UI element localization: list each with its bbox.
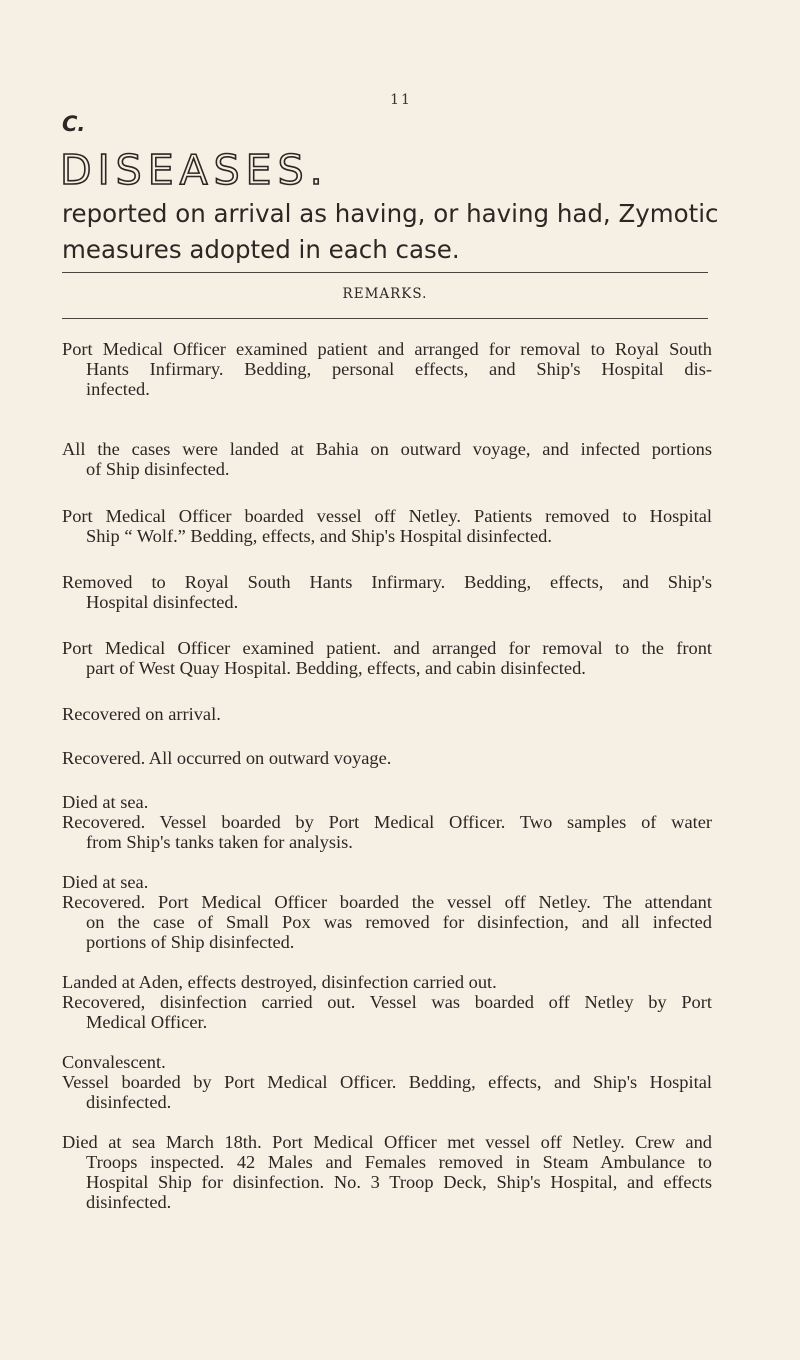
header-rule-bottom [62, 318, 708, 319]
remark-line: portions of Ship disinfected. [86, 932, 295, 952]
remark-line: Landed at Aden, effects destroyed, disinfection carried out. [62, 972, 497, 992]
remark-line: Died at sea March 18th. Port Medical Officer met vessel off Netley. Crew and [62, 1132, 712, 1152]
remark-line: of Ship disinfected. [86, 459, 230, 479]
remark-line: infected. [86, 379, 150, 399]
page-heading: DISEASES. [60, 146, 329, 194]
header-rule-top [62, 272, 708, 273]
remark-paragraph [62, 439, 712, 479]
remarks-column-header: REMARKS. [342, 286, 428, 302]
remark-line: on the case of Small Pox was removed for disinfection, and all infected [86, 912, 712, 932]
remark-line: Hospital disinfected. [86, 592, 239, 612]
remark-line: Removed to Royal South Hants Infirmary. Bedding, effects, and Ship's [62, 572, 712, 592]
remark-line: Hospital Ship for disinfection. No. 3 Troop Deck, Ship's Hospital, and effects [86, 1172, 712, 1192]
remark-paragraph [62, 638, 712, 678]
remark-paragraph [62, 872, 712, 952]
remark-line: Vessel boarded by Port Medical Officer. Bedding, effects, and Ship's Hospital [62, 1072, 712, 1092]
remark-line: Port Medical Officer boarded vessel off Netley. Patients removed to Hospital [62, 506, 712, 526]
remark-line: part of West Quay Hospital. Bedding, effects, and cabin disinfected. [86, 658, 586, 678]
remark-line: Hants Infirmary. Bedding, personal effects, and Ship's Hospital dis- [86, 359, 712, 379]
remark-line: Ship “ Wolf.” Bedding, effects, and Ship's Hospital disinfected. [86, 526, 552, 546]
remark-line: Recovered. All occurred on outward voyage. [62, 748, 392, 768]
subtitle-line: measures adopted in each case. [62, 235, 460, 264]
remark-line: disinfected. [86, 1192, 172, 1212]
remark-paragraph [62, 572, 712, 612]
remark-line: Died at sea. [62, 872, 149, 892]
remark-paragraph [62, 972, 712, 1032]
remark-paragraph [62, 704, 712, 724]
remark-line: disinfected. [86, 1092, 172, 1112]
remark-paragraph [62, 792, 712, 852]
remark-line: Troops inspected. 42 Males and Females removed in Steam Ambulance to [86, 1152, 712, 1172]
remark-line: Recovered, disinfection carried out. Vessel was boarded off Netley by Port [62, 992, 712, 1012]
remark-line: Medical Officer. [86, 1012, 208, 1032]
remark-line: Port Medical Officer examined patient. and arranged for removal to the front [62, 638, 712, 658]
remark-line: Died at sea. [62, 792, 149, 812]
remark-line: Port Medical Officer examined patient and arranged for removal to Royal South [62, 339, 712, 359]
remark-paragraph [62, 339, 712, 399]
remark-line: All the cases were landed at Bahia on outward voyage, and infected portions [62, 439, 712, 459]
remark-line: Recovered on arrival. [62, 704, 221, 724]
section-letter: C. [62, 112, 86, 136]
remark-line: Convalescent. [62, 1052, 166, 1072]
subtitle-line: reported on arrival as having, or having had, Zymotic [62, 199, 719, 228]
remark-paragraph [62, 748, 712, 768]
remark-paragraph [62, 506, 712, 546]
remark-line: Recovered. Port Medical Officer boarded the vessel off Netley. The attendant [62, 892, 712, 912]
remark-paragraph [62, 1132, 712, 1212]
remark-line: Recovered. Vessel boarded by Port Medical Officer. Two samples of water [62, 812, 712, 832]
remark-line: from Ship's tanks taken for analysis. [86, 832, 353, 852]
page-number: 11 [390, 92, 412, 108]
remark-paragraph [62, 1052, 712, 1112]
heading-subtitle [62, 196, 752, 268]
